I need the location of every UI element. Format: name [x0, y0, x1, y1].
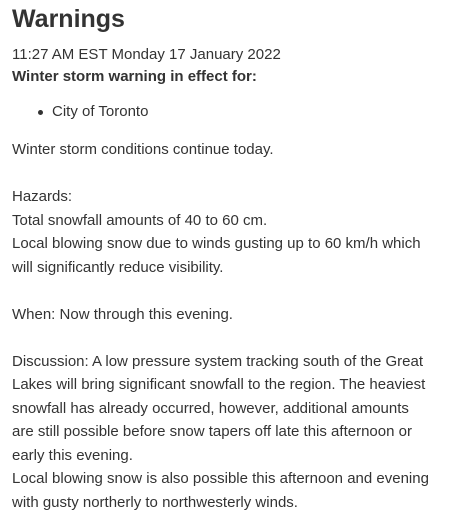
detail-line-discussion: Discussion: A low pressure system tracking south of the Great — [12, 350, 460, 374]
detail-line-winds: with gusty northerly to northwesterly winds. — [12, 491, 460, 514]
detail-line-when: When: Now through this evening. — [12, 303, 460, 327]
detail-line-blank — [12, 326, 460, 350]
warning-headline: Winter storm warning in effect for: — [12, 67, 257, 87]
detail-line-snowfall: Total snowfall amounts of 40 to 60 cm. — [12, 209, 460, 233]
detail-line-visibility: will significantly reduce visibility. — [12, 256, 460, 280]
detail-line-discussion: Lakes will bring significant snowfall to the region. The heaviest — [12, 373, 460, 397]
detail-line-hazards-heading: Hazards: — [12, 185, 460, 209]
bullet-icon — [38, 110, 43, 115]
location-name: City of Toronto — [52, 103, 148, 120]
page-title: Warnings — [12, 3, 125, 35]
detail-line-discussion: are still possible before snow tapers off late this afternoon or — [12, 420, 460, 444]
detail-line-blank — [12, 279, 460, 303]
detail-line-discussion: early this evening. — [12, 444, 460, 468]
location-list — [12, 102, 148, 122]
warning-details — [12, 138, 460, 514]
issued-timestamp: 11:27 AM EST Monday 17 January 2022 — [12, 45, 281, 65]
detail-line-blank — [12, 162, 460, 186]
detail-line-blowing-snow-outlook: Local blowing snow is also possible this afternoon and evening — [12, 467, 460, 491]
detail-line-blowing-snow: Local blowing snow due to winds gusting up to 60 km/h which — [12, 232, 460, 256]
location-item — [12, 102, 148, 122]
detail-line-discussion: snowfall has already occurred, however, additional amounts — [12, 397, 460, 421]
detail-line-summary: Winter storm conditions continue today. — [12, 138, 460, 162]
